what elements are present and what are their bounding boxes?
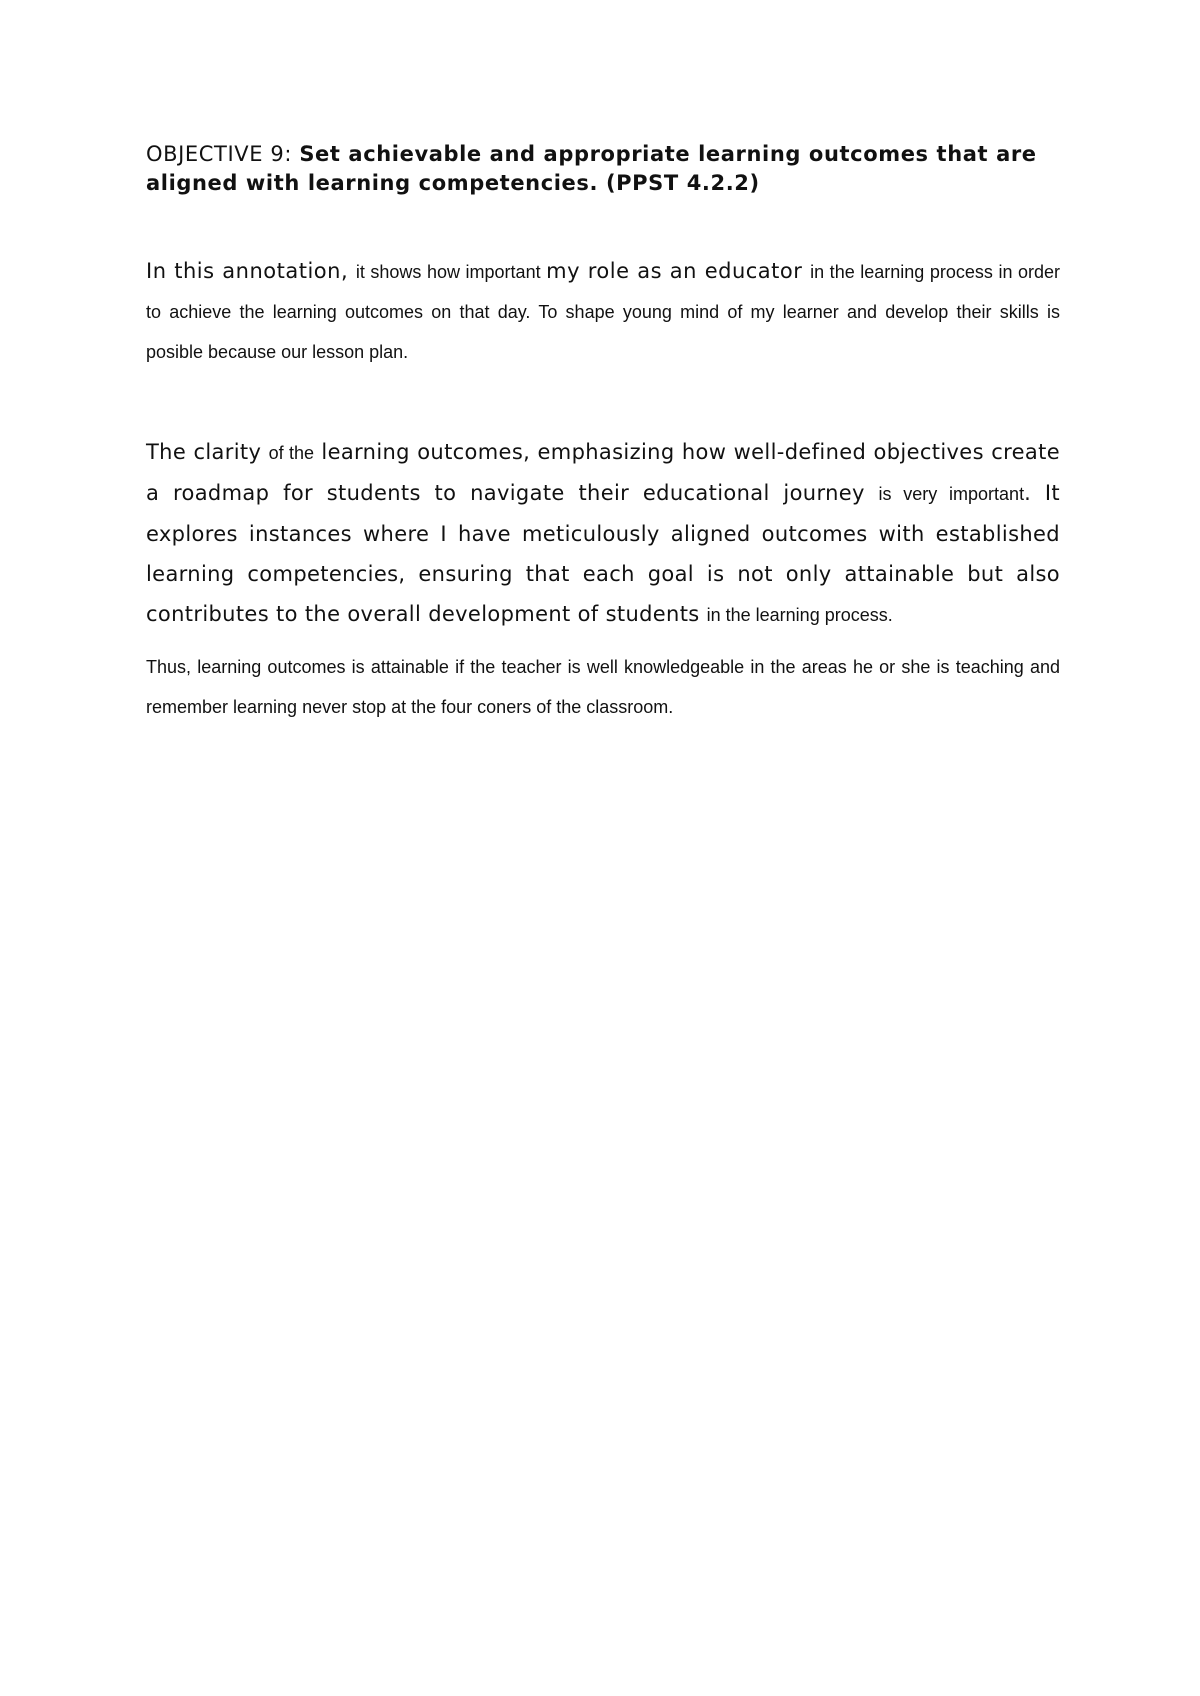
- paragraph-2-small-c: in the learning process.: [706, 605, 893, 625]
- objective-heading: [146, 140, 1060, 198]
- paragraph-2-part-b: learning outcomes, emphasizing how well-defined objectives create a roadmap for students to navigate their educational journey: [146, 440, 1060, 505]
- paragraph-conclusion: Thus, learning outcomes is attainable if the teacher is well knowledgeable in the areas he or she is teaching and remember learning never stop at the four coners of the classroom.: [146, 657, 1060, 717]
- paragraph-1-lead: In this annotation,: [146, 259, 356, 283]
- paragraph-clarity: [146, 432, 1060, 635]
- objective-label: OBJECTIVE 9:: [146, 142, 300, 166]
- paragraph-1-part-a: it shows how important: [355, 262, 547, 282]
- paragraph-2-small-a: of the: [268, 443, 315, 463]
- paragraph-2-part-c: . It explores instances where I have meticulously aligned outcomes with established learning competencies, ensuring that each goal is not only attainable but also contributes to the overall development of students: [146, 481, 1060, 626]
- paragraph-1-mid: my role as an educator: [546, 259, 811, 283]
- paragraph-2-small-b: is very important: [878, 484, 1025, 504]
- objective-title: Set achievable and appropriate learning outcomes that are aligned with learning competencies. (PPST 4.2.2): [146, 142, 1037, 195]
- paragraph-1-part-b: in the learning process in order to achieve the learning outcomes on that day. To shape young mind of my learner and develop their skills is posible because our lesson plan.: [146, 262, 1061, 362]
- document-content: [146, 140, 1060, 727]
- paragraph-2-part-a: The clarity: [146, 440, 269, 464]
- paragraph-annotation: [146, 251, 1060, 372]
